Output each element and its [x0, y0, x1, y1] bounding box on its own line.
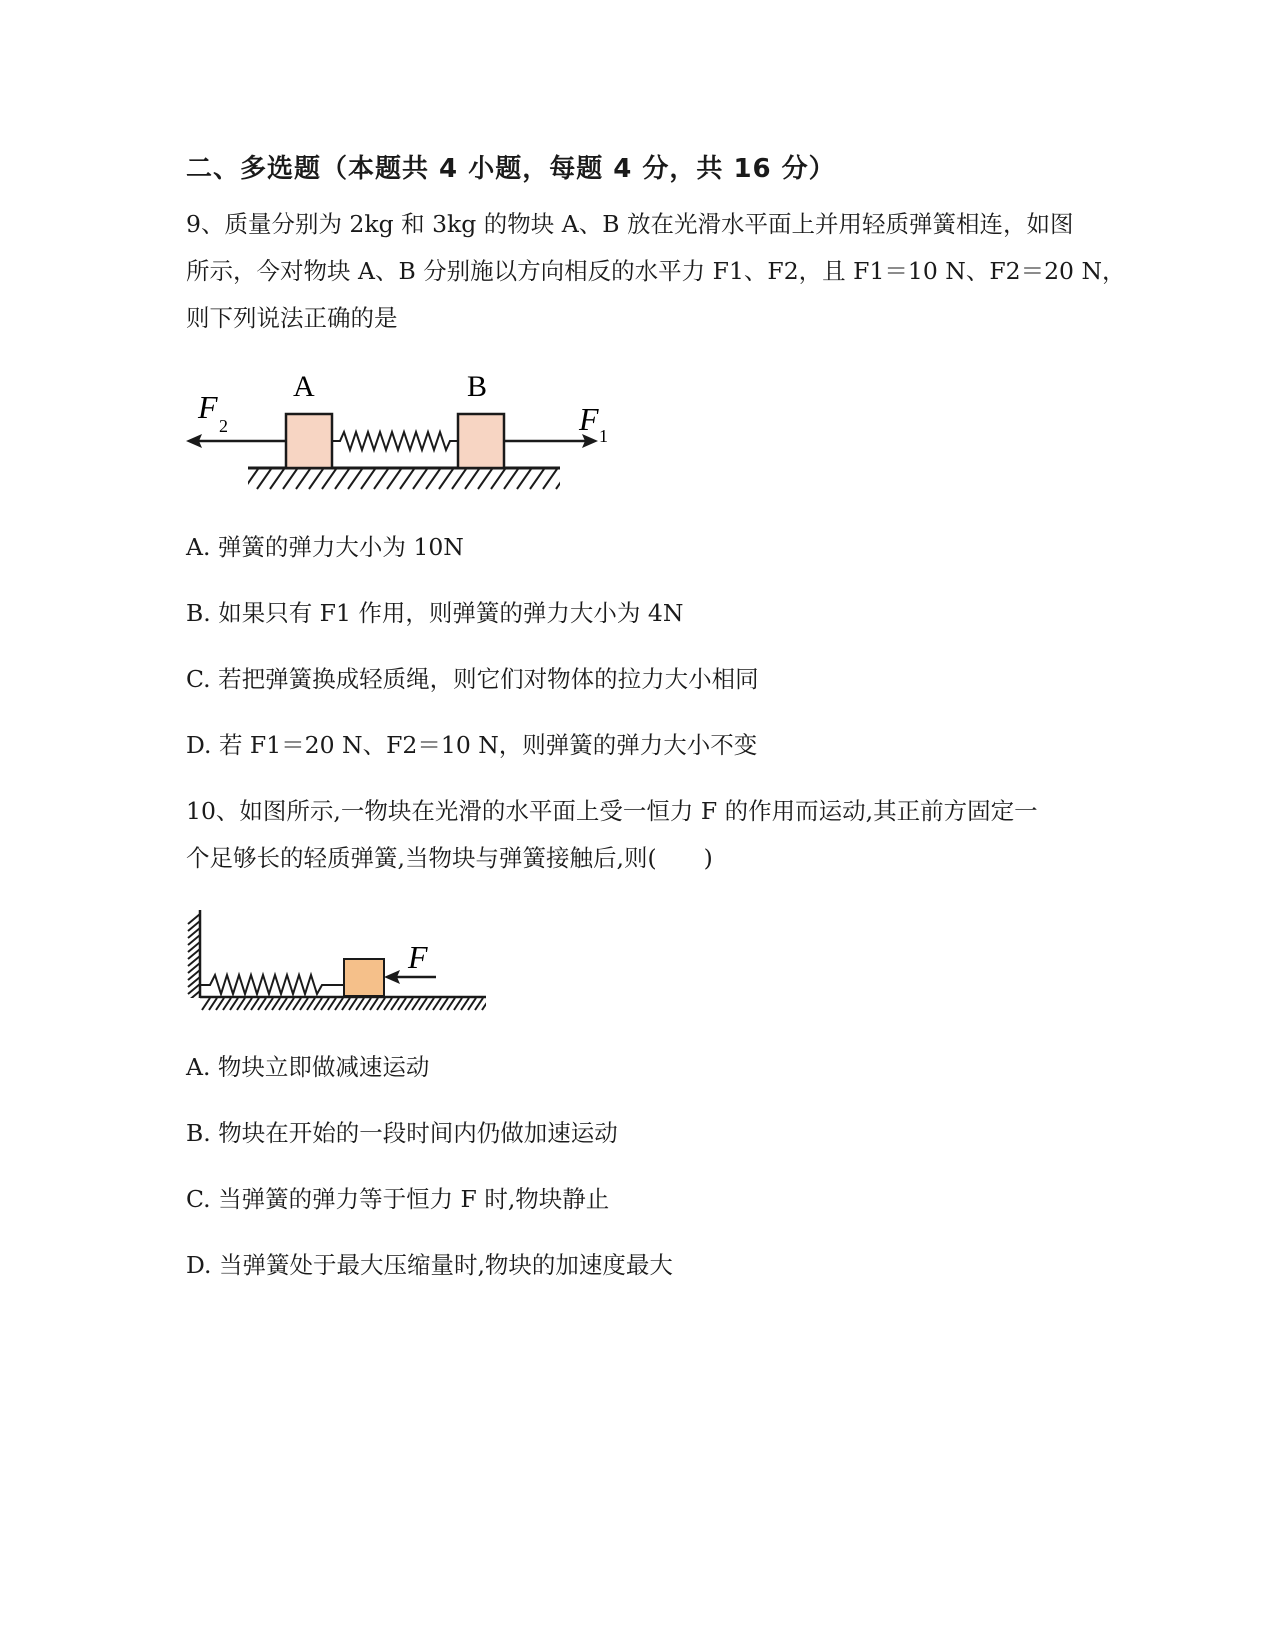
- hatch-mark: [517, 469, 531, 489]
- q10-force-label: F: [408, 939, 428, 975]
- section-heading: 二、多选题（本题共 4 小题，每题 4 分，共 16 分）: [186, 154, 836, 184]
- q9-option-c: C. 若把弹簧换成轻质绳，则它们对物体的拉力大小相同: [186, 665, 759, 693]
- q10-option-b: B. 物块在开始的一段时间内仍做加速运动: [186, 1119, 618, 1147]
- q9-stem-line-2: 所示，今对物块 A、B 分别施以方向相反的水平力 F1、F2，且 F1＝10 N、F2＝20 N，: [186, 257, 1126, 285]
- q9-block-a: [286, 414, 332, 468]
- q10-option-a: A. 物块立即做减速运动: [186, 1053, 430, 1081]
- hatch-mark: [433, 998, 441, 1010]
- hatch-mark: [461, 998, 469, 1010]
- q9-label-b: B: [467, 370, 488, 403]
- hatch-mark: [342, 998, 350, 1010]
- hatch-mark: [293, 998, 301, 1010]
- hatch-mark: [251, 998, 259, 1010]
- hatch-mark: [349, 998, 357, 1010]
- q10-option-c: C. 当弹簧的弹力等于恒力 F 时,物块静止: [186, 1185, 610, 1213]
- q9-force-left-label: F: [198, 389, 218, 425]
- hatch-mark: [419, 998, 427, 1010]
- q10-ground-hatch: [202, 998, 490, 1010]
- q9-block-b: [458, 414, 504, 468]
- q9-stem-line-1: 9、质量分别为 2kg 和 3kg 的物块 A、B 放在光滑水平面上并用轻质弹簧相连，如图: [186, 210, 1074, 238]
- hatch-mark: [321, 998, 329, 1010]
- q9-spring: [333, 432, 458, 450]
- hatch-mark: [377, 998, 385, 1010]
- q10-block: [344, 959, 384, 996]
- hatch-mark: [491, 469, 505, 489]
- hatch-mark: [468, 998, 476, 1010]
- hatch-mark: [452, 469, 466, 489]
- hatch-mark: [300, 998, 308, 1010]
- hatch-mark: [237, 998, 245, 1010]
- hatch-mark: [286, 998, 294, 1010]
- hatch-mark: [244, 469, 258, 489]
- q9-option-d: D. 若 F1＝20 N、F2＝10 N，则弹簧的弹力大小不变: [186, 731, 758, 759]
- hatch-mark: [216, 998, 224, 1010]
- hatch-mark: [202, 998, 210, 1010]
- q10-spring: [200, 975, 344, 994]
- q9-option-a: A. 弹簧的弹力大小为 10N: [186, 533, 464, 561]
- hatch-mark: [270, 469, 284, 489]
- hatch-mark: [413, 469, 427, 489]
- q10-option-d: D. 当弹簧处于最大压缩量时,物块的加速度最大: [186, 1251, 673, 1279]
- q10-stem-line-2: 个足够长的轻质弹簧,当物块与弹簧接触后,则( ): [186, 844, 713, 872]
- hatch-mark: [283, 469, 297, 489]
- hatch-mark: [391, 998, 399, 1010]
- hatch-mark: [482, 998, 490, 1010]
- hatch-mark: [209, 998, 217, 1010]
- hatch-mark: [335, 998, 343, 1010]
- hatch-mark: [257, 469, 271, 489]
- hatch-mark: [530, 469, 544, 489]
- hatch-mark: [398, 998, 406, 1010]
- hatch-mark: [348, 469, 362, 489]
- hatch-mark: [244, 998, 252, 1010]
- hatch-mark: [309, 469, 323, 489]
- hatch-mark: [374, 469, 388, 489]
- hatch-mark: [279, 998, 287, 1010]
- hatch-mark: [296, 469, 310, 489]
- q10-stem-line-1: 10、如图所示,一物块在光滑的水平面上受一恒力 F 的作用而运动,其正前方固定一: [186, 797, 1038, 825]
- hatch-mark: [543, 469, 557, 489]
- hatch-mark: [475, 998, 483, 1010]
- hatch-mark: [426, 469, 440, 489]
- hatch-mark: [361, 469, 375, 489]
- hatch-mark: [440, 998, 448, 1010]
- hatch-mark: [230, 998, 238, 1010]
- q9-option-b: B. 如果只有 F1 作用，则弹簧的弹力大小为 4N: [186, 599, 684, 627]
- hatch-mark: [258, 998, 266, 1010]
- hatch-mark: [412, 998, 420, 1010]
- hatch-mark: [454, 998, 462, 1010]
- hatch-mark: [478, 469, 492, 489]
- hatch-mark: [322, 469, 336, 489]
- q10-figure: [186, 908, 506, 1018]
- hatch-mark: [370, 998, 378, 1010]
- hatch-mark: [504, 469, 518, 489]
- q9-force-left-sub: 2: [219, 416, 228, 436]
- hatch-mark: [439, 469, 453, 489]
- hatch-mark: [405, 998, 413, 1010]
- hatch-mark: [556, 469, 570, 489]
- hatch-mark: [363, 998, 371, 1010]
- hatch-mark: [223, 998, 231, 1010]
- q9-ground-hatch: [244, 469, 570, 489]
- hatch-mark: [447, 998, 455, 1010]
- hatch-mark: [335, 469, 349, 489]
- hatch-mark: [188, 998, 200, 1008]
- q9-stem-line-3: 则下列说法正确的是: [186, 304, 398, 332]
- hatch-mark: [384, 998, 392, 1010]
- hatch-mark: [400, 469, 414, 489]
- hatch-mark: [328, 998, 336, 1010]
- q10-wall-hatch: [188, 914, 200, 1008]
- q9-figure: [186, 370, 608, 502]
- hatch-mark: [387, 469, 401, 489]
- hatch-mark: [265, 998, 273, 1010]
- hatch-mark: [307, 998, 315, 1010]
- hatch-mark: [272, 998, 280, 1010]
- hatch-mark: [426, 998, 434, 1010]
- q9-label-a: A: [293, 370, 315, 403]
- q9-force-right-label: F: [579, 401, 599, 437]
- hatch-mark: [314, 998, 322, 1010]
- q9-force-right-sub: 1: [599, 426, 608, 446]
- hatch-mark: [465, 469, 479, 489]
- hatch-mark: [356, 998, 364, 1010]
